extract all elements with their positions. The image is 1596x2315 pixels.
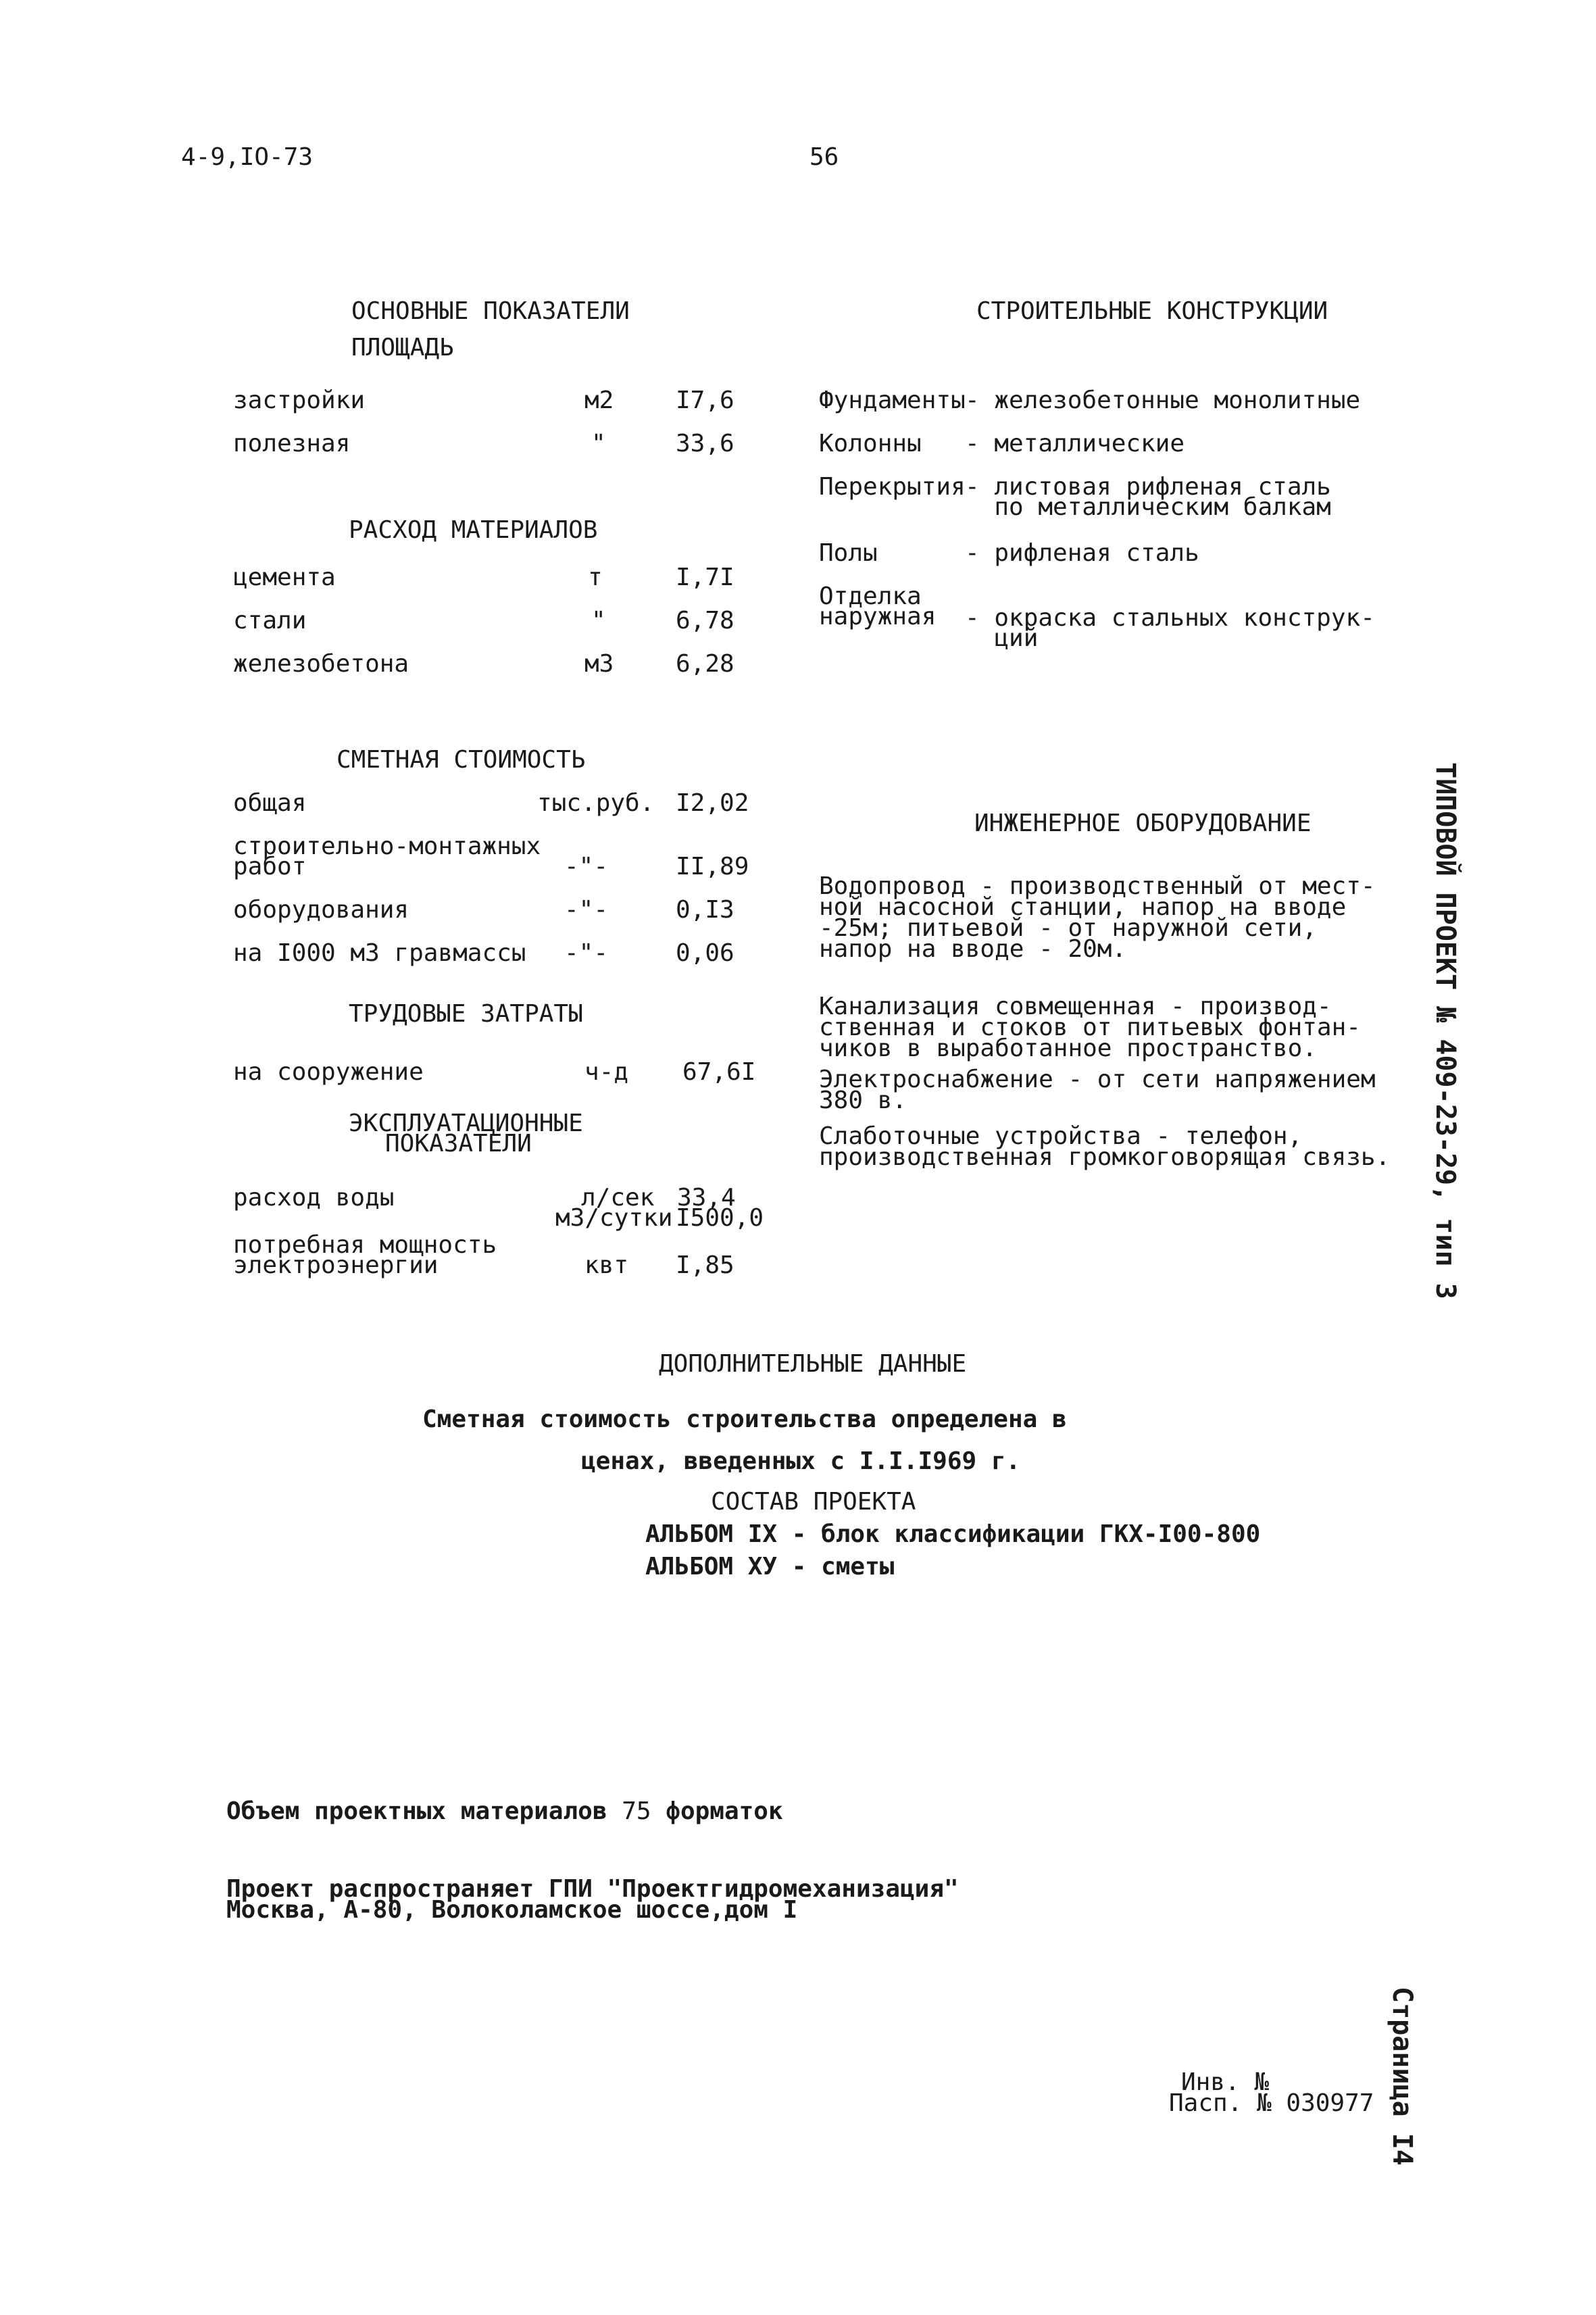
material-unit: м3 bbox=[584, 650, 614, 678]
structure-desc-cont: по металлическим балкам bbox=[965, 493, 1331, 521]
engineering-paragraph bbox=[819, 872, 1376, 963]
labor-title: ТРУДОВЫЕ ЗАТРАТЫ bbox=[349, 1000, 583, 1028]
water-unit: м3/сутки bbox=[555, 1204, 673, 1232]
structure-name: Отделка bbox=[819, 582, 922, 610]
labor-unit: ч-д bbox=[584, 1058, 629, 1086]
material-value: I,7I bbox=[676, 564, 734, 591]
distributor-line: Проект распространяет ГПИ "Проектгидромеханизация" bbox=[226, 1875, 959, 1903]
structure-desc: - железобетонные монолитные bbox=[965, 387, 1361, 414]
water-value: 33,4 bbox=[677, 1184, 736, 1212]
album-item: АЛЬБОМ ХУ - сметы bbox=[645, 1553, 895, 1580]
inventory-block bbox=[1169, 2068, 1374, 2117]
album-item: АЛЬБОМ IX - блок классификации ГКХ-I00-800 bbox=[645, 1520, 1261, 1548]
engineering-title: ИНЖЕНЕРНОЕ ОБОРУДОВАНИЕ bbox=[974, 810, 1312, 837]
cost-unit: -"- bbox=[564, 939, 609, 967]
material-value: 6,28 bbox=[676, 650, 734, 678]
side-project-label: ТИПОВОЙ ПРОЕКТ № 409-23-29, тип 3 bbox=[1430, 762, 1461, 1299]
passport-number: Пасп. № 030977 bbox=[1169, 2089, 1374, 2117]
structure-desc: - металлические bbox=[965, 430, 1185, 457]
inventory-number: Инв. № bbox=[1181, 2068, 1270, 2096]
water-value: I500,0 bbox=[676, 1204, 764, 1232]
material-unit: т bbox=[588, 564, 603, 591]
area-value: I7,6 bbox=[676, 387, 734, 414]
composition-title: СОСТАВ ПРОЕКТА bbox=[711, 1488, 916, 1516]
power-label: потребная мощность bbox=[233, 1231, 497, 1259]
structure-name-cont: наружная bbox=[819, 603, 937, 630]
text-line: Водопровод - производственный от мест- bbox=[819, 872, 1376, 900]
structure-desc: - окраска стальных конструк- bbox=[965, 604, 1375, 632]
cost-label: оборудования bbox=[233, 896, 409, 924]
area-label: полезная bbox=[233, 430, 351, 457]
cost-label: строительно-монтажных bbox=[233, 832, 541, 860]
water-label: расход воды bbox=[233, 1184, 395, 1212]
text-line: -25м; питьевой - от наружной сети, bbox=[819, 914, 1317, 942]
cost-label: на I000 м3 гравмассы bbox=[233, 939, 526, 967]
cost-value: 0,I3 bbox=[676, 896, 734, 924]
structure-desc-cont: ций bbox=[965, 624, 1039, 652]
cost-value: I2,02 bbox=[676, 789, 749, 817]
area-unit: " bbox=[591, 430, 606, 457]
text-line: ственная и стоков от питьевых фонтан- bbox=[819, 1014, 1361, 1041]
material-value: 6,78 bbox=[676, 607, 734, 634]
cost-label: общая bbox=[233, 789, 307, 817]
labor-value: 67,6I bbox=[682, 1058, 756, 1086]
cost-title: СМЕТНАЯ СТОИМОСТЬ bbox=[336, 746, 586, 774]
power-label-cont: электроэнергии bbox=[233, 1251, 439, 1279]
distributor bbox=[226, 1875, 959, 1924]
area-value: 33,6 bbox=[676, 430, 734, 457]
additional-line: Сметная стоимость строительства определена в bbox=[422, 1405, 1067, 1433]
text-line: напор на вводе - 20м. bbox=[819, 935, 1127, 963]
distributor-line: Москва, А-80, Волоколамское шоссе,дом I bbox=[226, 1896, 798, 1924]
side-page-label: Страница I4 bbox=[1387, 1987, 1418, 2166]
volume-suffix: форматок bbox=[666, 1797, 783, 1825]
additional-title: ДОПОЛНИТЕЛЬНЫЕ ДАННЫЕ bbox=[659, 1350, 967, 1378]
engineering-paragraph bbox=[819, 993, 1361, 1062]
text-line: Электроснабжение - от сети напряжением bbox=[819, 1066, 1376, 1093]
operation-title-cont: ПОКАЗАТЕЛИ bbox=[385, 1130, 532, 1158]
cost-unit: -"- bbox=[564, 853, 609, 880]
additional-line: ценах, введенных с I.I.I969 г. bbox=[581, 1447, 1021, 1475]
text-line: чиков в выработанное пространство. bbox=[819, 1035, 1317, 1062]
material-unit: " bbox=[591, 607, 606, 634]
power-value: I,85 bbox=[676, 1251, 734, 1279]
structure-name: Перекрытия bbox=[819, 473, 966, 501]
materials-title: РАСХОД МАТЕРИАЛОВ bbox=[349, 516, 598, 544]
structure-desc: - листовая рифленая сталь bbox=[965, 473, 1331, 501]
water-unit: л/сек bbox=[581, 1184, 655, 1212]
volume-label: Объем проектных материалов bbox=[226, 1797, 607, 1825]
cost-value: II,89 bbox=[676, 853, 749, 880]
text-line: Канализация совмещенная - производ- bbox=[819, 993, 1332, 1020]
structure-name: Колонны bbox=[819, 430, 922, 457]
text-line: производственная громкоговорящая связь. bbox=[819, 1143, 1391, 1171]
volume-text bbox=[226, 1797, 783, 1825]
cost-value: 0,06 bbox=[676, 939, 734, 967]
cost-unit: -"- bbox=[564, 896, 609, 924]
area-subtitle: ПЛОЩАДЬ bbox=[351, 334, 454, 362]
material-label: железобетона bbox=[233, 650, 409, 678]
cost-label-cont: работ bbox=[233, 853, 307, 880]
material-label: цемента bbox=[233, 564, 336, 591]
engineering-paragraph bbox=[819, 1122, 1391, 1171]
page-number: 56 bbox=[809, 143, 839, 171]
structures-title: СТРОИТЕЛЬНЫЕ КОНСТРУКЦИИ bbox=[976, 297, 1328, 325]
text-line: 380 в. bbox=[819, 1087, 907, 1114]
operation-title: ЭКСПЛУАТАЦИОННЫЕ bbox=[349, 1110, 583, 1137]
structure-name: Фундаменты bbox=[819, 387, 966, 414]
volume-count: 75 bbox=[622, 1797, 651, 1825]
indicators-title: ОСНОВНЫЕ ПОКАЗАТЕЛИ bbox=[351, 297, 630, 325]
area-label: застройки bbox=[233, 387, 366, 414]
area-unit: м2 bbox=[584, 387, 614, 414]
power-unit: квт bbox=[584, 1251, 629, 1279]
cost-unit: тыс.руб. bbox=[537, 789, 655, 817]
engineering-paragraph bbox=[819, 1066, 1376, 1114]
material-label: стали bbox=[233, 607, 307, 634]
text-line: Слаботочные устройства - телефон, bbox=[819, 1122, 1303, 1150]
labor-label: на сооружение bbox=[233, 1058, 424, 1086]
document-code: 4-9,IO-73 bbox=[181, 143, 314, 171]
text-line: ной насосной станции, напор на вводе bbox=[819, 893, 1347, 921]
structure-desc: - рифленая сталь bbox=[965, 539, 1199, 567]
structure-name: Полы bbox=[819, 539, 878, 567]
